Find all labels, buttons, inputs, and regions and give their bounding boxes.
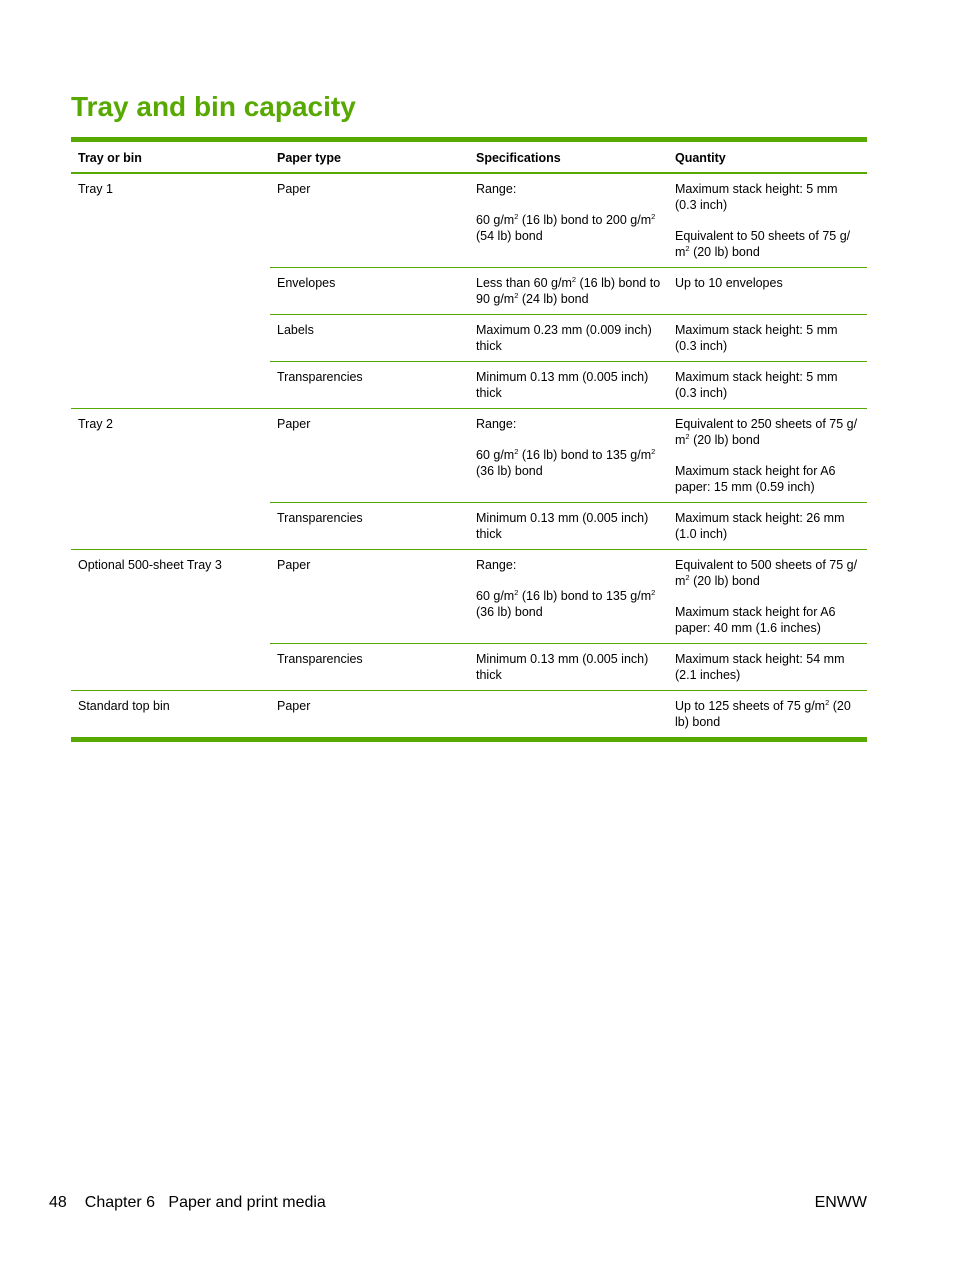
tray-cell: Optional 500-sheet Tray 3 [71, 550, 270, 691]
tray-cell: Tray 1 [71, 173, 270, 409]
header-tray-or-bin: Tray or bin [78, 151, 142, 165]
quantity-text: Equivalent to 50 sheets of 75 g/ $m^2$ (20 lb) bond [675, 229, 851, 259]
page-number: 48 [49, 1194, 67, 1211]
quantity-cell [668, 409, 867, 503]
specifications-cell [469, 409, 668, 503]
quantity-cell: Up to 125 sheets of 75 $g/m^2$ (20 lb) bond [668, 691, 867, 740]
header-paper-type: Paper type [277, 151, 341, 165]
chapter-title: Chapter 6 Paper and print media [84, 1194, 326, 1211]
quantity-cell: Maximum stack height: 26 mm (1.0 inch) [668, 503, 867, 550]
paper-type-cell: Paper [270, 173, 469, 268]
page-title: Tray and bin capacity [71, 91, 356, 122]
quantity-cell: Up to 10 envelopes [668, 268, 867, 315]
table-row [71, 409, 867, 503]
specifications-cell: Minimum 0.13 mm (0.005 inch) thick [469, 644, 668, 691]
quantity-text: Equivalent to 500 sheets of 75 g/ $m^2$ (20 lb) bond [675, 558, 858, 588]
specifications-cell [469, 691, 668, 740]
paper-type-cell: Paper [270, 691, 469, 740]
range-label: Range: [476, 417, 517, 431]
paper-type-cell: Transparencies [270, 644, 469, 691]
footer-right: ENWW [814, 1194, 867, 1211]
quantity-cell: Maximum stack height: 5 mm (0.3 inch) [668, 362, 867, 409]
quantity-cell: Maximum stack height: 5 mm (0.3 inch) [668, 315, 867, 362]
range-value: 60 $g/m^2$ (16 lb) bond to 200 $g/m^2$ (54 lb) bond [476, 212, 656, 243]
specifications-cell: Minimum 0.13 mm (0.005 inch) thick [469, 503, 668, 550]
specifications-cell: Minimum 0.13 mm (0.005 inch) thick [469, 362, 668, 409]
paper-type-cell: Paper [270, 550, 469, 644]
paper-type-cell: Paper [270, 409, 469, 503]
header-specifications: Specifications [476, 151, 561, 165]
quantity-cell [668, 550, 867, 644]
table-header-row [71, 140, 867, 174]
tray-capacity-table [71, 137, 867, 742]
quantity-text: Equivalent to 250 sheets of 75 g/ $m^2$ (20 lb) bond [675, 417, 858, 447]
table-row [71, 173, 867, 268]
range-value: 60 $g/m^2$ (16 lb) bond to 135 $g/m^2$ (36 lb) bond [476, 588, 656, 619]
paper-type-cell: Labels [270, 315, 469, 362]
quantity-cell: Maximum stack height: 54 mm (2.1 inches) [668, 644, 867, 691]
range-label: Range: [476, 558, 517, 572]
specifications-cell: Less than 60 $g/m^2$ (16 lb) bond to 90 $g/m^2$ (24 lb) bond [469, 268, 668, 315]
tray-cell: Standard top bin [71, 691, 270, 740]
tray-cell: Tray 2 [71, 409, 270, 550]
table-row [71, 550, 867, 644]
paper-type-cell: Transparencies [270, 362, 469, 409]
range-value: 60 $g/m^2$ (16 lb) bond to 135 $g/m^2$ (36 lb) bond [476, 447, 656, 478]
footer-left [49, 1193, 326, 1213]
specifications-cell [469, 550, 668, 644]
specifications-cell: Maximum 0.23 mm (0.009 inch) thick [469, 315, 668, 362]
specifications-cell [469, 173, 668, 268]
quantity-text: Maximum stack height for A6 paper: 40 mm (1.6 inches) [675, 605, 836, 635]
range-label: Range: [476, 182, 517, 196]
quantity-text: Maximum stack height: 5 mm (0.3 inch) [675, 182, 838, 212]
header-quantity: Quantity [675, 151, 726, 165]
table-row [71, 691, 867, 740]
paper-type-cell: Envelopes [270, 268, 469, 315]
paper-type-cell: Transparencies [270, 503, 469, 550]
quantity-cell [668, 173, 867, 268]
quantity-text: Maximum stack height for A6 paper: 15 mm (0.59 inch) [675, 464, 836, 494]
